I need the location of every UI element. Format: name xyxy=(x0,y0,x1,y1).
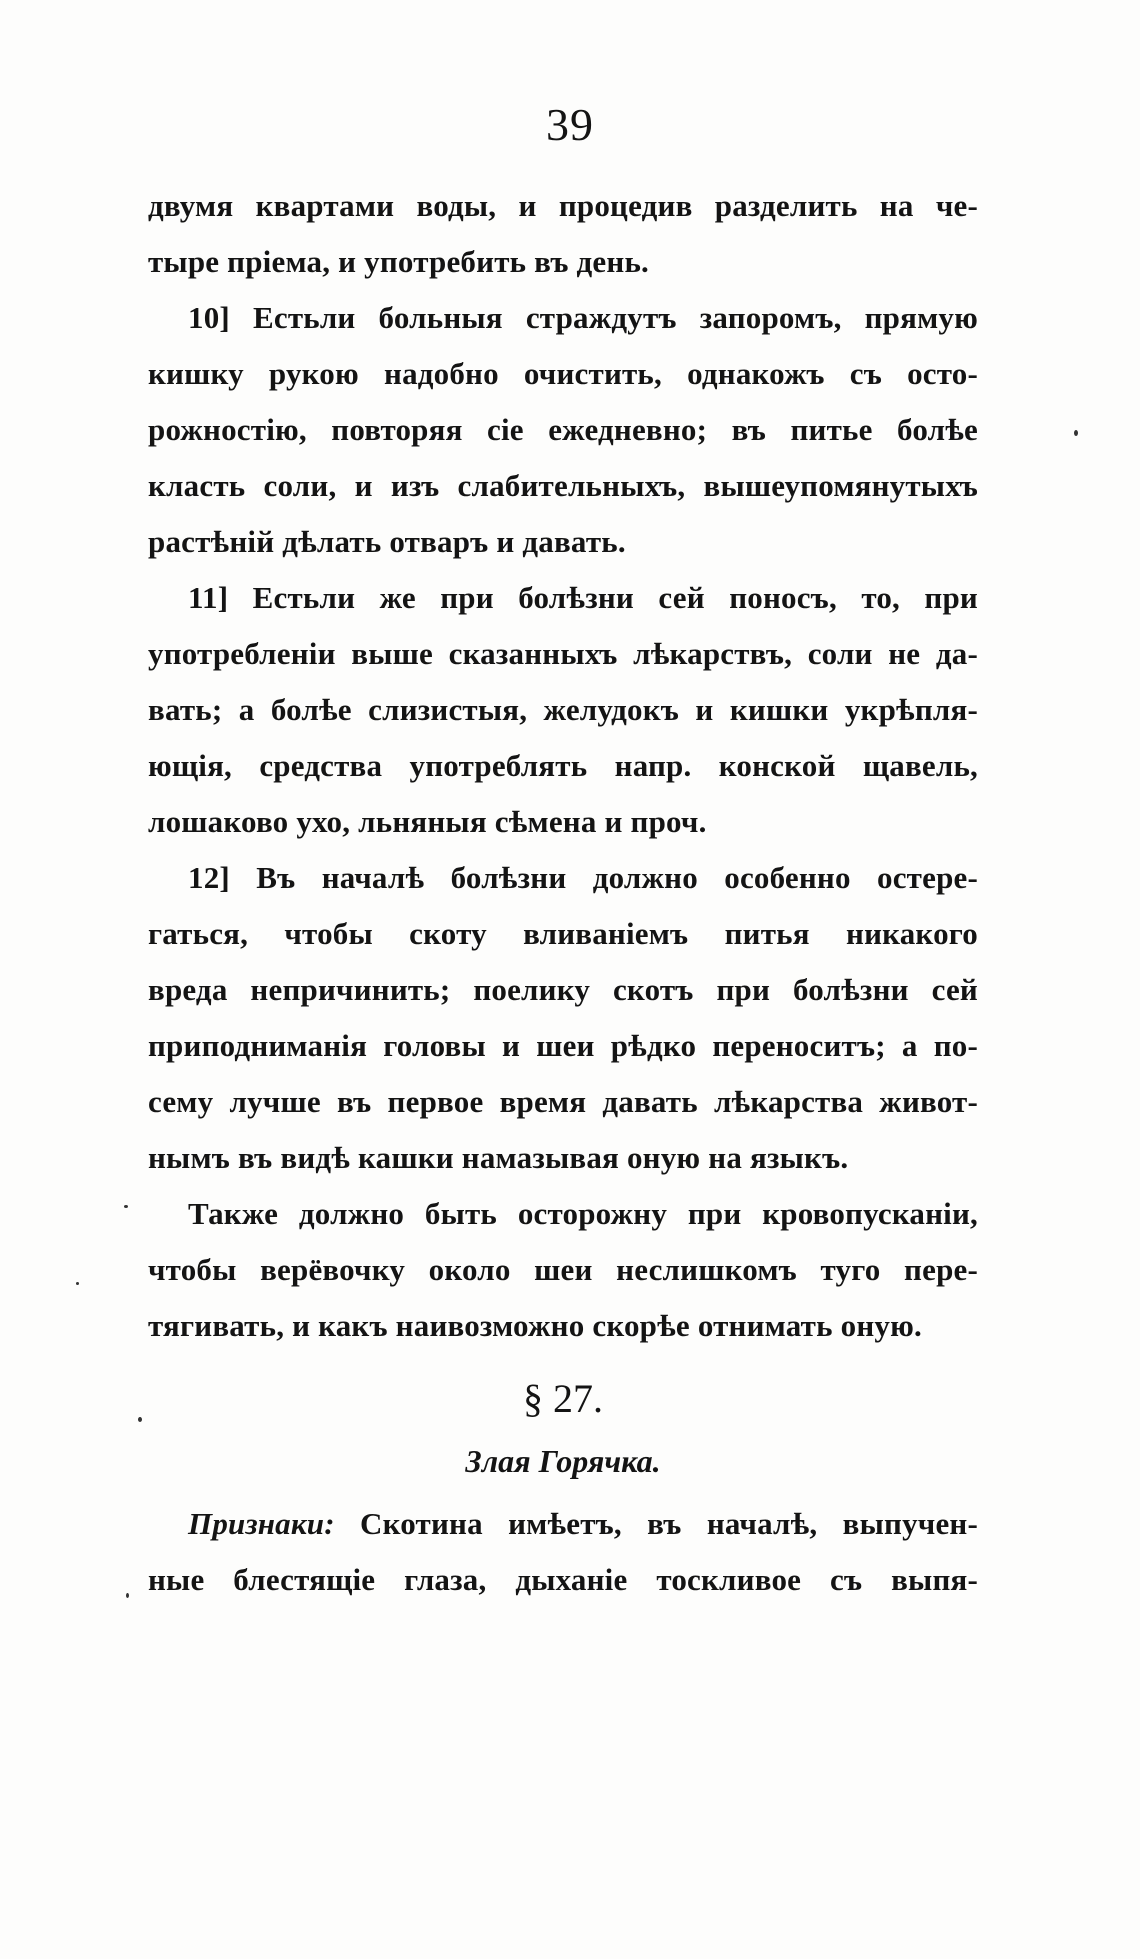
text-line: чтобы верёвочку около шеи неслишкомъ туго пере- xyxy=(148,1252,978,1287)
paragraph-continuation xyxy=(148,178,978,290)
text-line: класть соли, и изъ слабительныхъ, вышеупомянутыхъ xyxy=(148,468,978,503)
text-line: 10] Естьли больныя страждутъ запоромъ, прямую xyxy=(188,300,978,335)
text-line: растѣній дѣлать отваръ и давать. xyxy=(148,524,626,559)
scan-speck xyxy=(126,1593,129,1598)
text-line: 11] Естьли же при болѣзни сей поносъ, то, при xyxy=(188,580,978,615)
text-line: тягивать, и какъ наивозможно скорѣе отнимать оную. xyxy=(148,1308,922,1343)
paragraph-11 xyxy=(148,570,978,850)
text-line: лошаково ухо, льняныя сѣмена и проч. xyxy=(148,804,707,839)
text-line: двумя квартами воды, и процедив разделить на че- xyxy=(148,188,978,223)
symptoms-text: Скотина имѣетъ, въ началѣ, выпучен- xyxy=(334,1506,978,1541)
paragraph-symptoms xyxy=(148,1496,978,1608)
text-line: нымъ въ видѣ кашки намазывая оную на языкъ. xyxy=(148,1140,849,1175)
section-title: Злая Горячка. xyxy=(465,1443,661,1479)
text-line: сему лучше въ первое время давать лѣкарства живот- xyxy=(148,1084,978,1119)
text-line: употребленіи выше сказанныхъ лѣкарствъ, соли не да- xyxy=(148,636,978,671)
body-text xyxy=(148,178,978,1608)
paragraph-10 xyxy=(148,290,978,570)
page-number: 39 xyxy=(546,99,594,150)
text-line: ющія, средства употреблять напр. конской щавель, xyxy=(148,748,978,783)
section-number: § 27. xyxy=(523,1376,603,1421)
scan-speck xyxy=(124,1205,128,1208)
symptoms-label: Признаки: xyxy=(188,1506,335,1541)
text-line: вреда непричинить; поелику скотъ при болѣзни сей xyxy=(148,972,978,1007)
scan-speck xyxy=(76,1282,79,1285)
paragraph-12 xyxy=(148,850,978,1186)
text-line: Также должно быть осторожну при кровопусканіи, xyxy=(188,1196,978,1231)
paragraph-bloodletting-note xyxy=(148,1186,978,1354)
scan-speck xyxy=(1074,430,1078,436)
text-line: вать; а болѣе слизистыя, желудокъ и кишки укрѣпля- xyxy=(148,692,978,727)
text-line: 12] Въ началѣ болѣзни должно особенно остере- xyxy=(188,860,978,895)
text-line: кишку рукою надобно очистить, однакожъ съ осто- xyxy=(148,356,978,391)
text-line: гаться, чтобы скоту вливаніемъ питья никакого xyxy=(148,916,978,951)
text-line: рожностію, повторяя сіе ежедневно; въ питье болѣе xyxy=(148,412,978,447)
text-line: приподниманія головы и шеи рѣдко переноситъ; а по- xyxy=(148,1028,978,1063)
text-line: ные блестящіе глаза, дыханіе тоскливое съ выпя- xyxy=(148,1562,978,1597)
scan-speck xyxy=(138,1417,142,1422)
text-line xyxy=(148,1496,978,1552)
text-line: тыре пріема, и употребить въ день. xyxy=(148,244,649,279)
